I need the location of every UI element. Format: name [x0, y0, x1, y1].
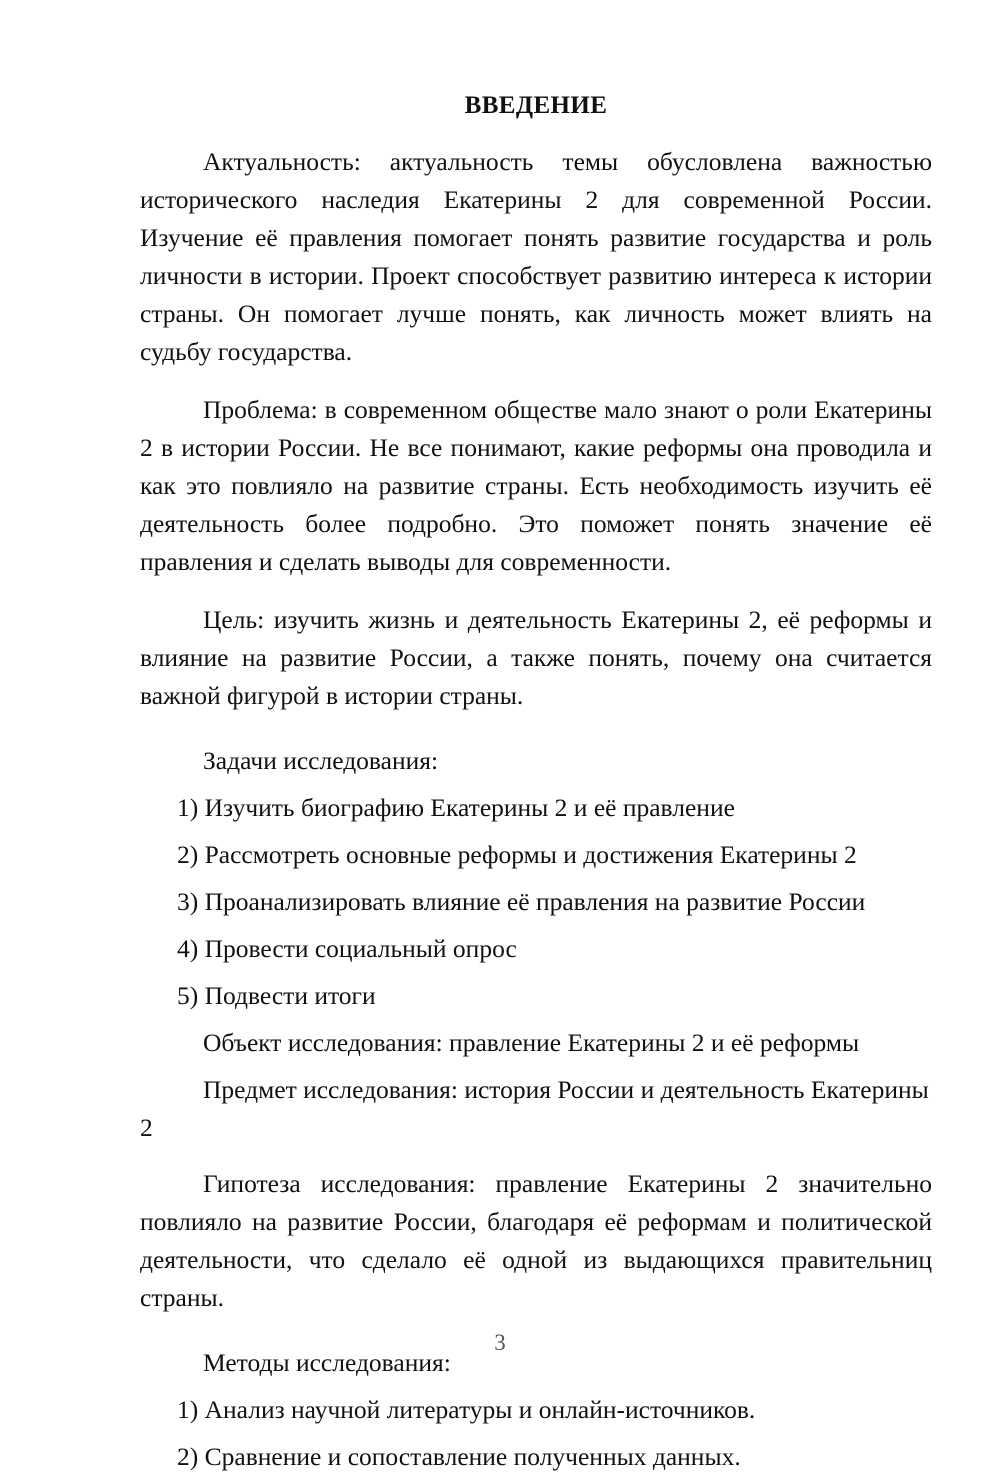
- list-item: 3) Проанализировать влияние её правления на развитие России: [177, 887, 866, 917]
- paragraph-spacer: [140, 589, 932, 601]
- page-content: [140, 90, 932, 1476]
- list-item: 4) Провести социальный опрос: [177, 934, 517, 964]
- methods-list: [140, 1382, 932, 1476]
- list-item: 2) Сравнение и сопоставление полученных данных.: [177, 1442, 741, 1472]
- list-item: 1) Анализ научной литературы и онлайн-источников.: [177, 1395, 756, 1425]
- list-item: 2) Рассмотреть основные реформы и достижения Екатерины 2: [177, 840, 857, 870]
- page-title: ВВЕДЕНИЕ: [464, 92, 608, 119]
- paragraph-goal: Цель: изучить жизнь и деятельность Екатерины 2, её реформы и влияние на развитие России, а также понять, почему она считается важной фигурой в истории страны.: [140, 605, 932, 711]
- paragraph-spacer: [140, 379, 932, 391]
- paragraph-relevance: Актуальность: актуальность темы обусловлена важностью исторического наследия Екатерины 2 для современной России. Изучение её правления помогает понять развитие государства и роль личности в истории. Проект способствует развитию интереса к истории страны. Он помогает лучше понять, как личность может влиять на судьбу государства.: [140, 147, 932, 367]
- list-item: 1) Изучить биографию Екатерины 2 и её правление: [177, 793, 735, 823]
- paragraph-spacer: [140, 1147, 932, 1165]
- subject-of-research-line: Предмет исследования: история России и деятельность Екатерины 2: [140, 1075, 929, 1143]
- tasks-list: [140, 780, 932, 1015]
- paragraph-hypothesis: Гипотеза исследования: правление Екатерины 2 значительно повлияло на развитие России, благодаря её реформам и политической деятельности, что сделало её одной из выдающихся правительниц страны.: [140, 1169, 932, 1313]
- tasks-heading: Задачи исследования:: [203, 746, 439, 776]
- paragraph-problem: Проблема: в современном обществе мало знают о роли Екатерины 2 в истории России. Не все понимают, какие реформы она проводила и как это повлияло на развитие страны. Есть необходимость изучить её деятельность более подробно. Это поможет понять значение её правления и сделать выводы для современности.: [140, 395, 932, 577]
- object-of-research-line: Объект исследования: правление Екатерины 2 и её реформы: [203, 1028, 860, 1058]
- page-number: 3: [494, 1330, 506, 1355]
- methods-heading: Методы исследования:: [203, 1348, 451, 1378]
- paragraph-spacer: [140, 723, 932, 735]
- list-item: 5) Подвести итоги: [177, 981, 376, 1011]
